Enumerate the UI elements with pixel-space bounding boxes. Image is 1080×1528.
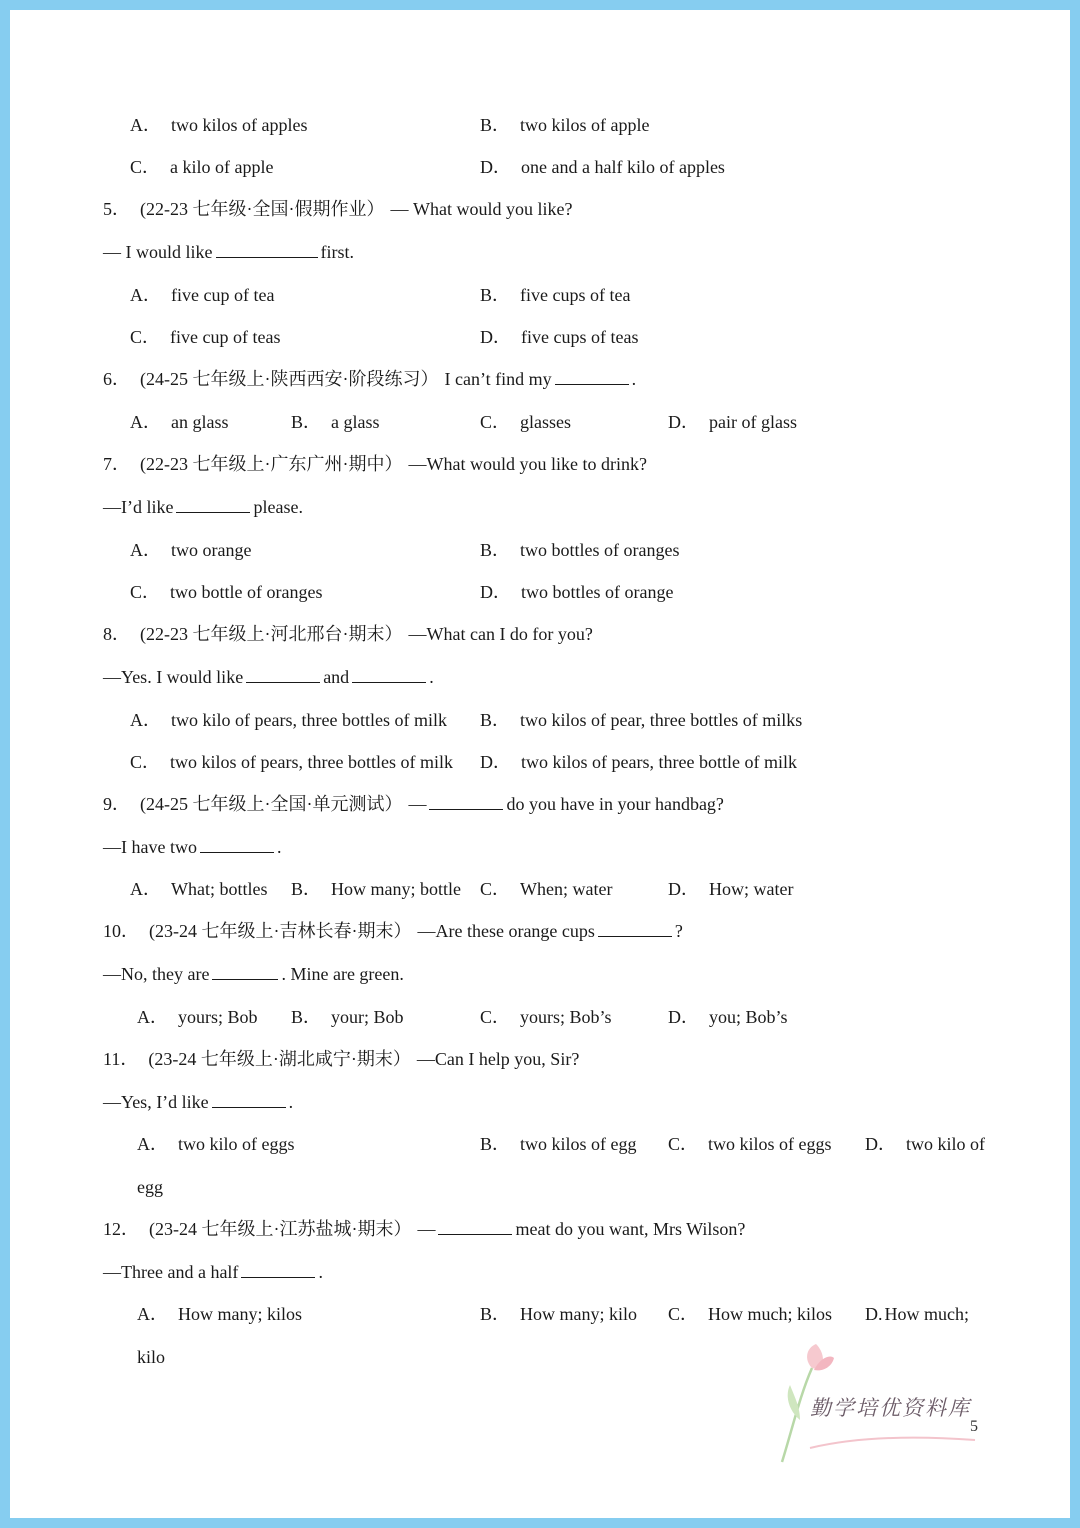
q8-option-d: D． two kilos of pears, three bottle of milk [480,752,797,772]
q9-option-a: A． What; bottles [130,879,268,899]
q8-option-c: C． two kilos of pears, three bottles of milk [130,752,453,772]
q5-option-b: B． five cups of tea [480,285,631,305]
answer-blank [241,1257,315,1278]
q10-stem: 10． (23-24 七年级上·吉林长春·期末） —Are these orange cups ? [103,916,683,946]
answer-blank [176,492,250,513]
q12-stem: 12． (23-24 七年级上·江苏盐城·期末） — meat do you want, Mrs Wilson? [103,1214,745,1244]
q11-option-d: D． two kilo of [865,1134,985,1154]
q11-option-b: B． two kilos of egg [480,1134,637,1154]
q4-option-d: D． one and a half kilo of apples [480,157,725,177]
answer-blank [200,832,274,853]
q6-option-d: D． pair of glass [668,412,797,432]
q12-option-a: A． How many; kilos [137,1304,302,1324]
answer-blank [438,1214,512,1235]
answer-blank [598,916,672,937]
q6-stem: 6． (24-25 七年级上·陕西西安·阶段练习） I can’t find my . [103,364,636,394]
answer-blank [352,662,426,683]
q5-option-a: A． five cup of tea [130,285,275,305]
document-content [10,10,1070,1518]
q4-option-a: A． two kilos of apples [130,115,308,135]
q7-option-b: B． two bottles of oranges [480,540,680,560]
q5-option-d: D． five cups of teas [480,327,639,347]
q6-option-a: A． an glass [130,412,229,432]
q11-stem: 11． (23-24 七年级上·湖北咸宁·期末） —Can I help you, Sir? [103,1049,580,1069]
q6-option-b: B． a glass [291,412,380,432]
q11-option-c: C． two kilos of eggs [668,1134,832,1154]
q9-option-d: D． How; water [668,879,794,899]
answer-blank [555,364,629,385]
q5-line-2: — I would like first. [103,237,354,267]
answer-blank [216,237,318,258]
q12-option-b: B． How many; kilo [480,1304,638,1324]
q10-line-2: —No, they are . Mine are green. [103,959,404,989]
q5-option-c: C． five cup of teas [130,327,281,347]
answer-blank [212,1087,286,1108]
q4-option-c: C． a kilo of apple [130,157,274,177]
q12-option-d-wrap: kilo [137,1347,166,1367]
answer-blank [212,959,278,980]
q8-line-2: —Yes. I would like and . [103,662,434,692]
q10-option-a: A． yours; Bob [137,1007,258,1027]
q7-option-c: C． two bottle of oranges [130,582,323,602]
q12-option-d: D. How much; [865,1304,969,1324]
q5-stem: 5． (22-23 七年级·全国·假期作业） — What would you like? [103,199,573,219]
q10-option-b: B． your; Bob [291,1007,404,1027]
document-page [10,10,1070,1518]
q11-option-a: A． two kilo of eggs [137,1134,295,1154]
q6-option-c: C． glasses [480,412,572,432]
answer-blank [246,662,320,683]
q7-line-2: —I’d like please. [103,492,303,522]
q7-option-d: D． two bottles of orange [480,582,674,602]
q8-option-b: B． two kilos of pear, three bottles of milks [480,710,803,730]
q9-line-2: —I have two . [103,832,281,862]
q10-option-d: D． you; Bob’s [668,1007,788,1027]
q7-option-a: A． two orange [130,540,252,560]
q9-option-b: B． How many; bottle [291,879,461,899]
q12-line-2: —Three and a half . [103,1257,323,1287]
q9-option-c: C． When; water [480,879,613,899]
q11-line-2: —Yes, I’d like . [103,1087,293,1117]
q4-option-b: B． two kilos of apple [480,115,650,135]
q8-stem: 8． (22-23 七年级上·河北邢台·期末） —What can I do for you? [103,624,593,644]
q7-stem: 7． (22-23 七年级上·广东广州·期中） —What would you like to drink? [103,454,647,474]
q10-option-c: C． yours; Bob’s [480,1007,612,1027]
page-number: 5 [970,1418,978,1435]
q12-option-c: C． How much; kilos [668,1304,833,1324]
q11-option-d-wrap: egg [137,1177,163,1197]
q9-stem: 9． (24-25 七年级上·全国·单元测试） — do you have in your handbag? [103,789,724,819]
watermark-text: 勤学培优资料库 [810,1396,971,1420]
q8-option-a: A． two kilo of pears, three bottles of milk [130,710,447,730]
answer-blank [429,789,503,810]
